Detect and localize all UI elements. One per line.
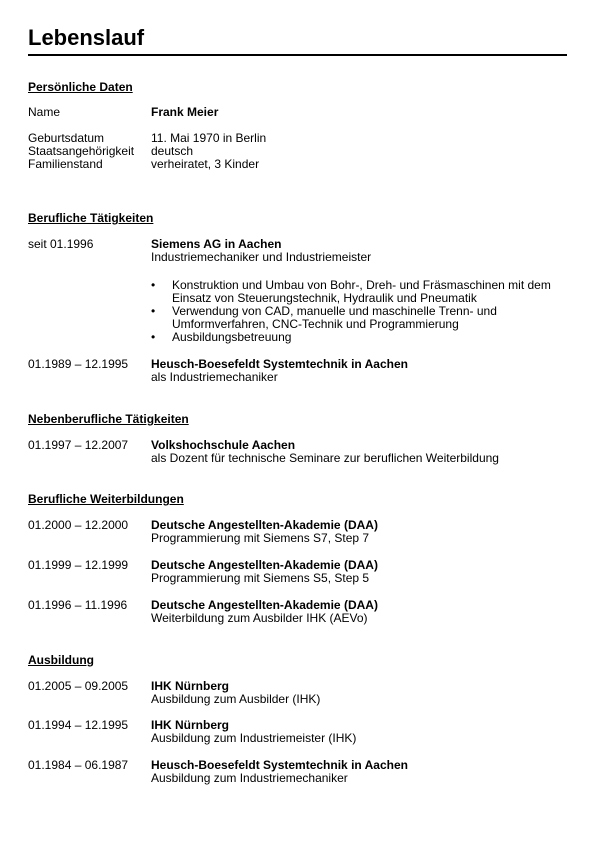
training-institution: Deutsche Angestellten-Akademie (DAA) bbox=[151, 518, 378, 532]
list-item: • Verwendung von CAD, manuelle und maschinelle Trenn- und Umformverfahren, CNC-Technik und Programmierung bbox=[151, 304, 497, 331]
education-period: 01.2005 – 09.2005 bbox=[28, 679, 129, 693]
training-period: 01.1999 – 12.1999 bbox=[28, 558, 129, 572]
training-detail: Weiterbildung zum Ausbilder IHK (AEVo) bbox=[151, 611, 368, 625]
education-period: 01.1984 – 06.1987 bbox=[28, 758, 129, 772]
section-heading-education: Ausbildung bbox=[28, 653, 94, 667]
education-period: 01.1994 – 12.1995 bbox=[28, 718, 129, 732]
bullet-icon: • bbox=[151, 278, 156, 292]
career-period: seit 01.1996 bbox=[28, 237, 94, 251]
training-detail: Programmierung mit Siemens S5, Step 5 bbox=[151, 571, 370, 585]
bullet-icon: • bbox=[151, 330, 156, 344]
training-period: 01.2000 – 12.2000 bbox=[28, 518, 129, 532]
education-detail: Ausbildung zum Industriemeister (IHK) bbox=[151, 731, 357, 745]
nationality-label: Staatsangehörigkeit bbox=[28, 144, 135, 158]
name-value: Frank Meier bbox=[151, 105, 219, 119]
side-job-employer: Volkshochschule Aachen bbox=[151, 438, 296, 452]
career-role: als Industriemechaniker bbox=[151, 370, 278, 384]
training-detail: Programmierung mit Siemens S7, Step 7 bbox=[151, 531, 370, 545]
career-entry bbox=[28, 238, 568, 348]
side-job-details bbox=[151, 439, 568, 465]
career-task-list bbox=[151, 279, 568, 344]
training-institution: Deutsche Angestellten-Akademie (DAA) bbox=[151, 558, 378, 572]
education-detail: Ausbildung zum Industriemechaniker bbox=[151, 771, 348, 785]
training-institution: Deutsche Angestellten-Akademie (DAA) bbox=[151, 598, 378, 612]
training-period: 01.1996 – 11.1996 bbox=[28, 598, 128, 612]
career-period: 01.1989 – 12.1995 bbox=[28, 357, 129, 371]
side-job-role: als Dozent für technische Seminare zur beruflichen Weiterbildung bbox=[151, 451, 499, 465]
list-item: • Ausbildungsbetreuung bbox=[151, 330, 292, 344]
page-title: Lebenslauf bbox=[28, 25, 567, 56]
career-employer: Heusch-Boesefeldt Systemtechnik in Aachen bbox=[151, 357, 408, 371]
education-detail: Ausbildung zum Ausbilder (IHK) bbox=[151, 692, 321, 706]
section-heading-training: Berufliche Weiterbildungen bbox=[28, 492, 184, 506]
birth-label: Geburtsdatum bbox=[28, 131, 105, 145]
education-institution: IHK Nürnberg bbox=[151, 679, 229, 693]
nationality-value: deutsch bbox=[151, 144, 194, 158]
career-role: Industriemechaniker und Industriemeister bbox=[151, 250, 372, 264]
education-institution: Heusch-Boesefeldt Systemtechnik in Aachen bbox=[151, 758, 408, 772]
career-employer: Siemens AG in Aachen bbox=[151, 237, 282, 251]
name-label: Name bbox=[28, 105, 61, 119]
education-institution: IHK Nürnberg bbox=[151, 718, 229, 732]
section-heading-personal: Persönliche Daten bbox=[28, 80, 133, 94]
side-job-period: 01.1997 – 12.2007 bbox=[28, 438, 129, 452]
list-item: • Konstruktion und Umbau von Bohr-, Dreh- und Fräsmaschinen mit dem Einsatz von Steuerungstechnik, Hydraulik und Pneumatik bbox=[151, 278, 551, 305]
birth-value: 11. Mai 1970 in Berlin bbox=[151, 131, 267, 145]
section-heading-career: Berufliche Tätigkeiten bbox=[28, 211, 154, 225]
bullet-icon: • bbox=[151, 304, 156, 318]
family-label: Familienstand bbox=[28, 157, 103, 171]
section-heading-side-jobs: Nebenberufliche Tätigkeiten bbox=[28, 412, 189, 426]
family-value: verheiratet, 3 Kinder bbox=[151, 157, 260, 171]
career-details bbox=[151, 358, 568, 384]
career-details bbox=[151, 238, 568, 344]
